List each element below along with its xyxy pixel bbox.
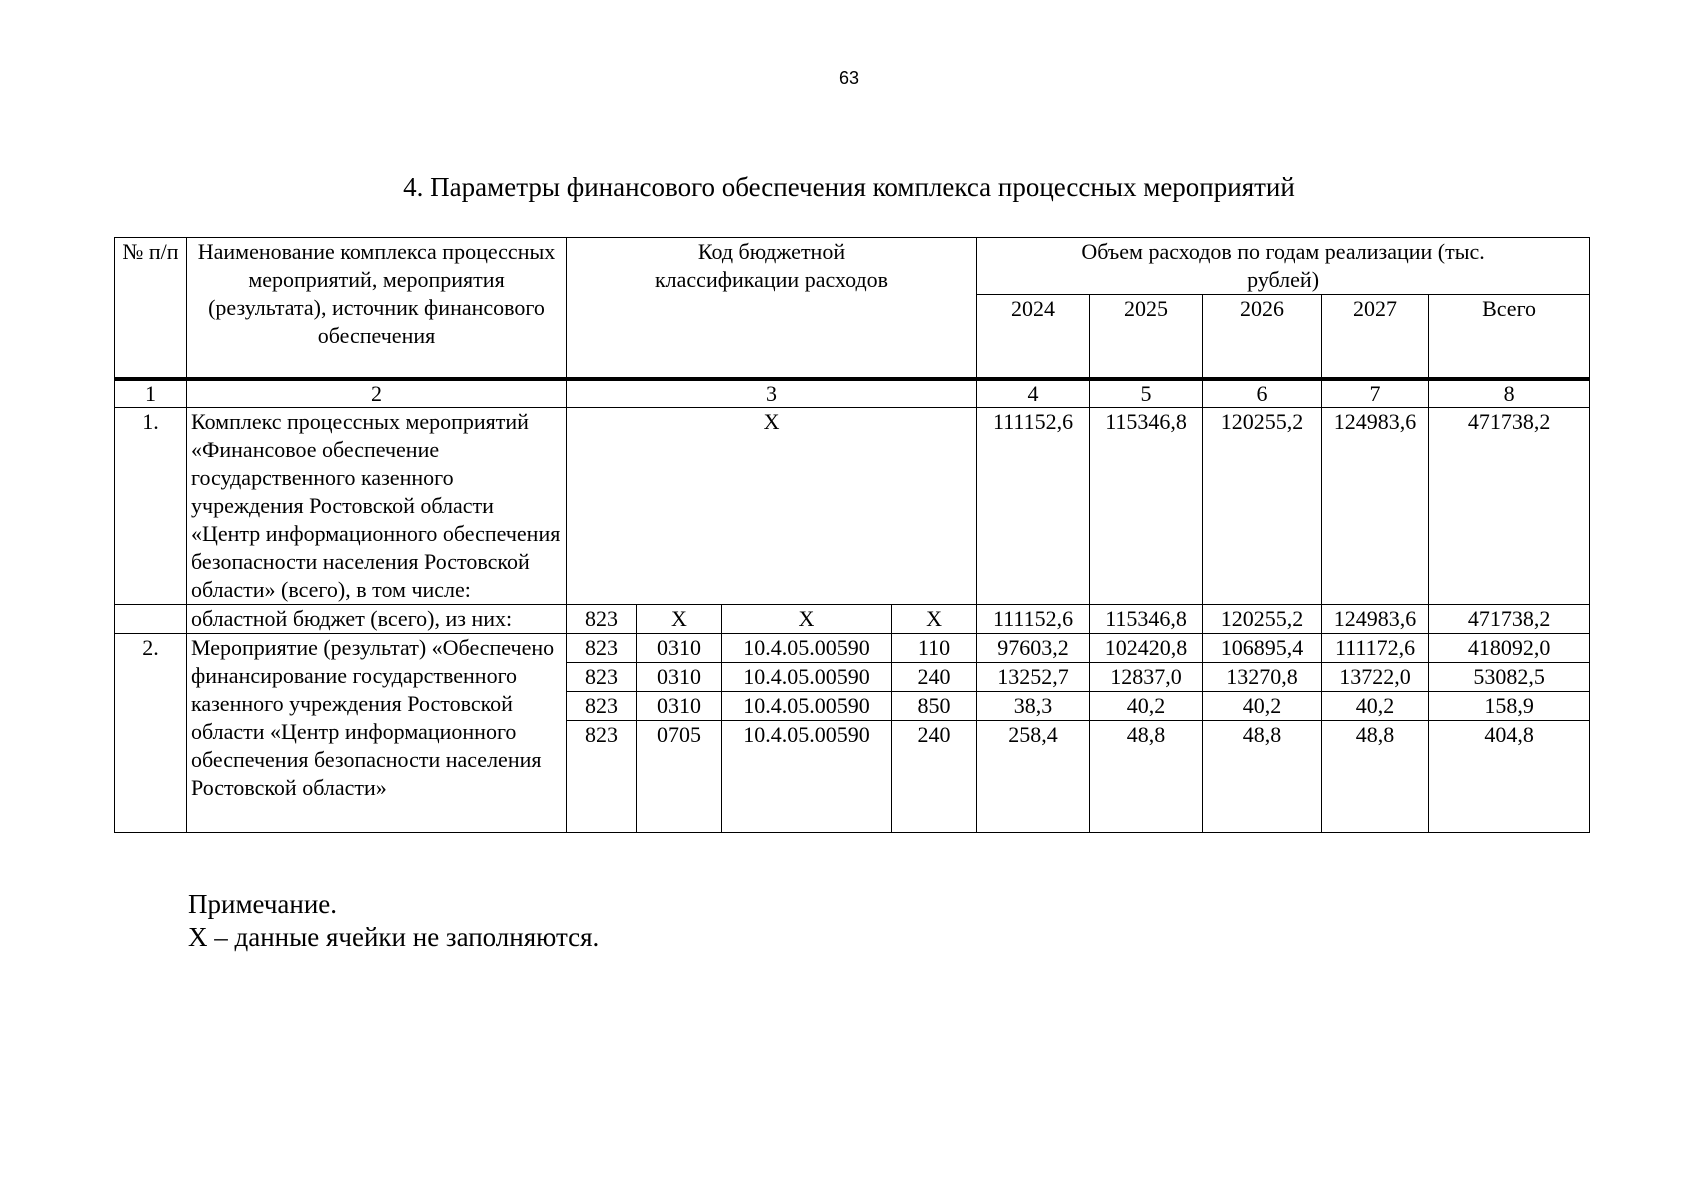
code-target: 10.4.05.00590 — [722, 721, 892, 833]
value-2025: 115346,8 — [1090, 605, 1203, 634]
value-2026: 120255,2 — [1203, 408, 1322, 605]
value-total: 158,9 — [1429, 692, 1590, 721]
code-admin: 823 — [567, 721, 637, 833]
row-name: областной бюджет (всего), из них: — [187, 605, 567, 634]
code-type: 240 — [892, 663, 977, 692]
value-2025: 102420,8 — [1090, 634, 1203, 663]
note-heading: Примечание. — [188, 889, 338, 919]
header-year-2027: 2027 — [1322, 295, 1429, 380]
value-2025: 48,8 — [1090, 721, 1203, 833]
value-2026: 120255,2 — [1203, 605, 1322, 634]
value-2024: 13252,7 — [977, 663, 1090, 692]
code-type: 110 — [892, 634, 977, 663]
value-total: 53082,5 — [1429, 663, 1590, 692]
column-number: 8 — [1429, 379, 1590, 408]
header-total: Всего — [1429, 295, 1590, 380]
code-admin: 823 — [567, 634, 637, 663]
code-type: 240 — [892, 721, 977, 833]
value-2024: 111152,6 — [977, 605, 1090, 634]
value-2027: 124983,6 — [1322, 408, 1429, 605]
value-2027: 13722,0 — [1322, 663, 1429, 692]
value-2025: 40,2 — [1090, 692, 1203, 721]
code-section: 0705 — [637, 721, 722, 833]
note-text: Х – данные ячейки не заполняются. — [188, 922, 600, 952]
column-number: 3 — [567, 379, 977, 408]
value-2026: 106895,4 — [1203, 634, 1322, 663]
value-2025: 115346,8 — [1090, 408, 1203, 605]
code-admin: 823 — [567, 692, 637, 721]
value-2025: 12837,0 — [1090, 663, 1203, 692]
value-2027: 40,2 — [1322, 692, 1429, 721]
header-budget-code: Код бюджетной классификации расходов — [567, 238, 977, 380]
code-type: 850 — [892, 692, 977, 721]
value-2024: 38,3 — [977, 692, 1090, 721]
value-2027: 111172,6 — [1322, 634, 1429, 663]
code-target: 10.4.05.00590 — [722, 663, 892, 692]
header-expense-volume: Объем расходов по годам реализации (тыс. рублей) — [977, 238, 1590, 295]
value-2024: 97603,2 — [977, 634, 1090, 663]
value-total: 418092,0 — [1429, 634, 1590, 663]
header-year-2026: 2026 — [1203, 295, 1322, 380]
column-number: 7 — [1322, 379, 1429, 408]
row-number — [115, 605, 187, 634]
value-2026: 40,2 — [1203, 692, 1322, 721]
code-target: 10.4.05.00590 — [722, 634, 892, 663]
header-year-2024: 2024 — [977, 295, 1090, 380]
code-admin: 823 — [567, 663, 637, 692]
table-row — [115, 408, 1590, 605]
column-number: 6 — [1203, 379, 1322, 408]
column-number: 1 — [115, 379, 187, 408]
row-name: Мероприятие (результат) «Обеспечено финансирование государственного казенного учреждения Ростовской области «Центр информационного обеспечения безопасности населения Ростовской области» — [187, 634, 567, 833]
header-year-2025: 2025 — [1090, 295, 1203, 380]
code-section: X — [637, 605, 722, 634]
code-type: X — [892, 605, 977, 634]
row-number: 1. — [115, 408, 187, 605]
row-number: 2. — [115, 634, 187, 833]
code-target: 10.4.05.00590 — [722, 692, 892, 721]
value-2024: 111152,6 — [977, 408, 1090, 605]
code-admin: 823 — [567, 605, 637, 634]
table-row — [115, 605, 1590, 634]
code-section: 0310 — [637, 634, 722, 663]
column-number: 5 — [1090, 379, 1203, 408]
value-2026: 48,8 — [1203, 721, 1322, 833]
value-total: 404,8 — [1429, 721, 1590, 833]
value-2027: 48,8 — [1322, 721, 1429, 833]
column-number: 4 — [977, 379, 1090, 408]
column-number: 2 — [187, 379, 567, 408]
code-section: 0310 — [637, 663, 722, 692]
code-target: X — [722, 605, 892, 634]
value-2027: 124983,6 — [1322, 605, 1429, 634]
value-2026: 13270,8 — [1203, 663, 1322, 692]
column-number-row — [115, 379, 1590, 408]
value-total: 471738,2 — [1429, 408, 1590, 605]
table-row — [115, 634, 1590, 663]
header-number: № п/п — [115, 238, 187, 380]
document-title: 4. Параметры финансового обеспечения комплекса процессных мероприятий — [403, 172, 1295, 202]
row-name: Комплекс процессных мероприятий «Финансовое обеспечение государственного казенного учреждения Ростовской области «Центр информационного обеспечения безопасности населения Ростовской области» (всего), в том числе: — [187, 408, 567, 605]
note — [188, 888, 599, 954]
financial-parameters-table — [114, 237, 1590, 833]
value-total: 471738,2 — [1429, 605, 1590, 634]
header-name: Наименование комплекса процессных мероприятий, мероприятия (результата), источник финансового обеспечения — [187, 238, 567, 380]
budget-code: X — [567, 408, 977, 605]
value-2024: 258,4 — [977, 721, 1090, 833]
page-number: 63 — [838, 68, 860, 88]
code-section: 0310 — [637, 692, 722, 721]
